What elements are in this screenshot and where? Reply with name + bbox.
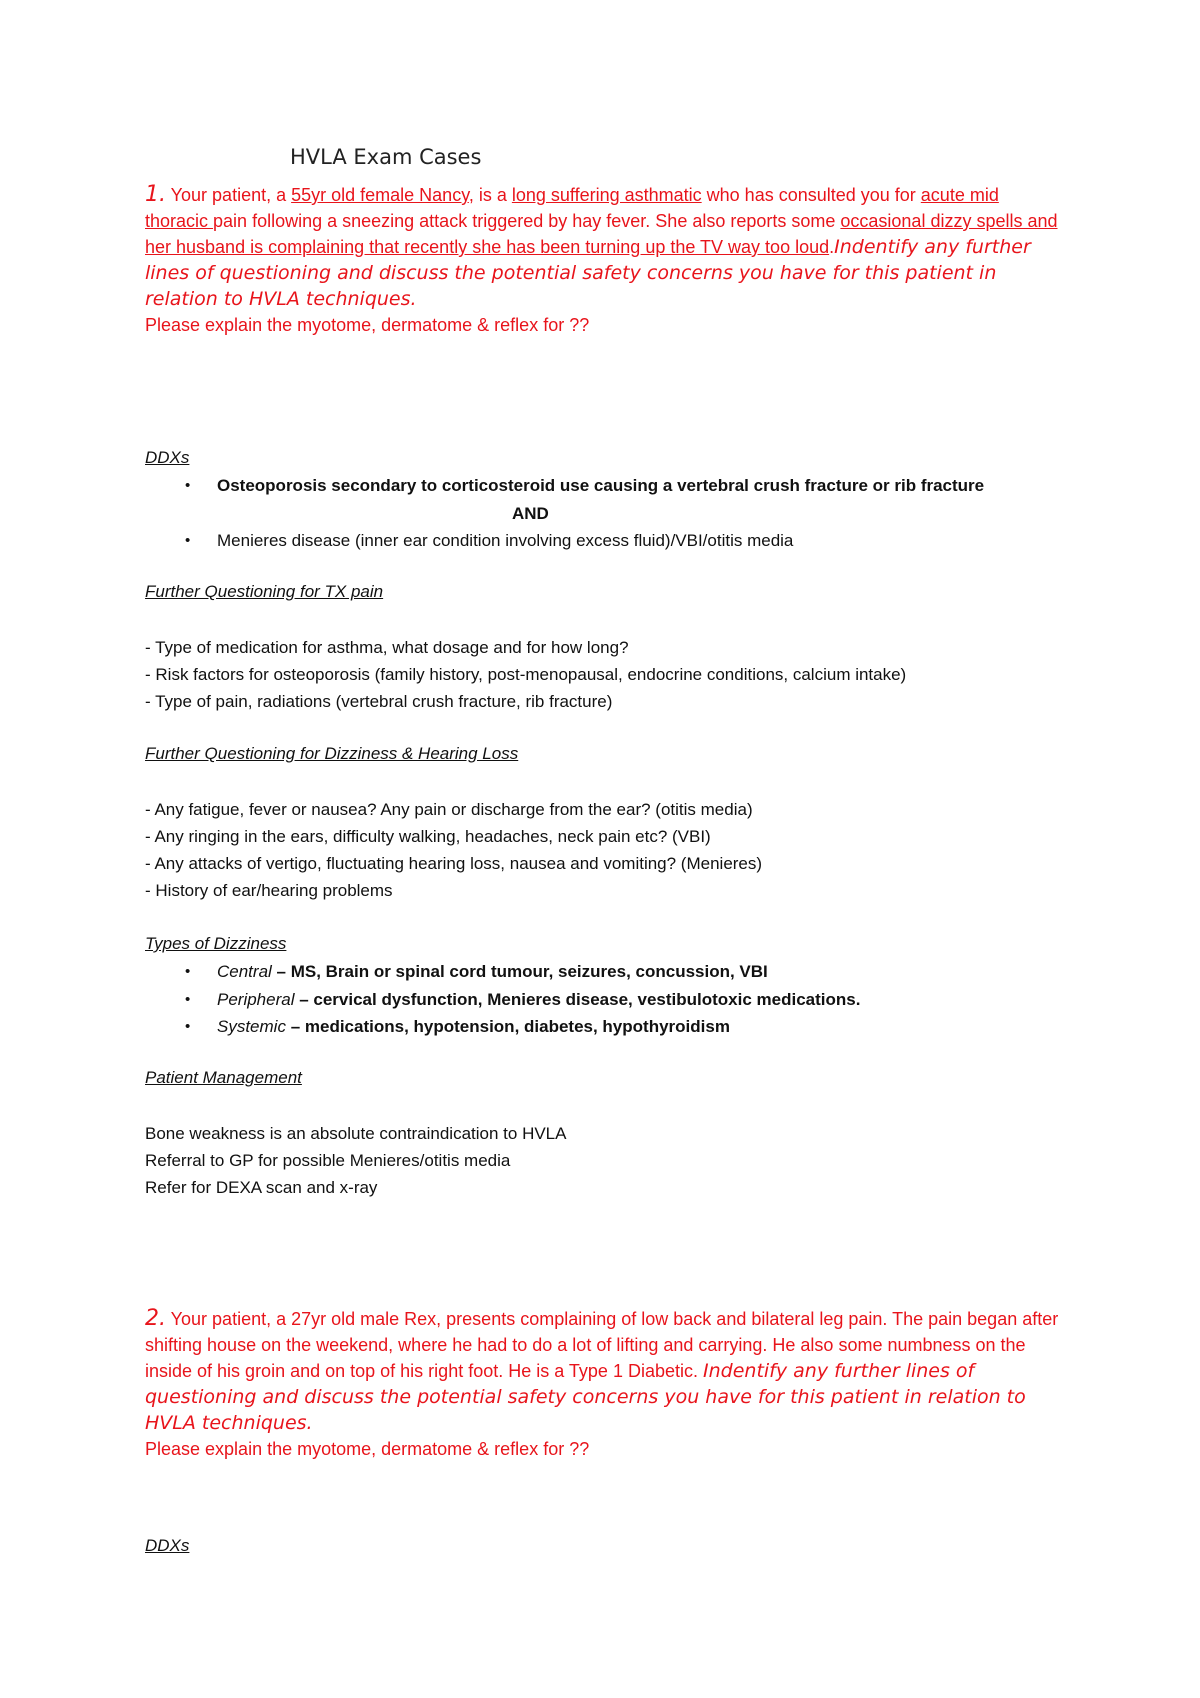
bullet-icon: • bbox=[185, 963, 191, 980]
ddx-item: • Osteoporosis secondary to corticosteroid use causing a vertebral crush fracture or rib fractureAND bbox=[145, 472, 1045, 527]
case-1-symptoms: occasional dizzy spells and her husband is complaining that recently she has been turning up the TV way too loud bbox=[145, 211, 1058, 257]
tx-heading: Further Questioning for TX pain bbox=[145, 582, 384, 601]
case-2-question: Please explain the myotome, dermatome & reflex for ?? bbox=[145, 1439, 590, 1459]
types-list bbox=[145, 958, 1045, 1041]
case-1-paragraph: 1. Your patient, a 55yr old female Nancy, is a long suffering asthmatic who has consulted you for acute mid thoracic pain following a sneezing attack triggered by hay fever. She also reports some occasional dizzy spells and her husband is complaining that recently she has been turning up the TV way too loud.Indentify any further lines of questioning and discuss the potential safety concerns you have for this patient in relation to HVLA techniques. bbox=[145, 182, 1058, 310]
bullet-icon: • bbox=[185, 477, 191, 494]
mgmt-lines bbox=[145, 1120, 1095, 1201]
ddx-heading: DDXs bbox=[145, 448, 190, 467]
case-1-history: long suffering asthmatic bbox=[511, 185, 702, 205]
case-2-number: 2. bbox=[145, 1306, 166, 1331]
case-1-complaint: acute mid thoracic bbox=[145, 185, 999, 231]
case-1-instruction: Indentify any further lines of questioning and discuss the potential safety concerns you have for this patient in relation to HVLA techniques. bbox=[145, 236, 1031, 310]
list-item: - Any attacks of vertigo, fluctuating hearing loss, nausea and vomiting? (Menieres) bbox=[145, 854, 763, 873]
case-1-prompt bbox=[145, 182, 1065, 338]
list-item: - History of ear/hearing problems bbox=[145, 881, 393, 900]
case-2-prompt bbox=[145, 1306, 1065, 1462]
ddx-list bbox=[145, 472, 1045, 555]
bullet-icon: • bbox=[185, 1018, 191, 1035]
ddx2-heading: DDXs bbox=[145, 1536, 190, 1555]
ddx-item: • Menieres disease (inner ear condition involving excess fluid)/VBI/otitis media bbox=[145, 527, 1045, 555]
list-item: - Risk factors for osteoporosis (family history, post-menopausal, endocrine conditions, calcium intake) bbox=[145, 665, 907, 684]
case-1-patient: 55yr old female Nancy bbox=[291, 185, 469, 205]
list-item: • Central – MS, Brain or spinal cord tumour, seizures, concussion, VBI bbox=[145, 958, 1045, 986]
list-item: - Any ringing in the ears, difficulty walking, headaches, neck pain etc? (VBI) bbox=[145, 827, 711, 846]
list-item: - Type of medication for asthma, what dosage and for how long? bbox=[145, 638, 629, 657]
bullet-icon: • bbox=[185, 990, 191, 1008]
case-2-paragraph: 2. Your patient, a 27yr old male Rex, presents complaining of low back and bilateral leg pain. The pain began after shifting house on the weekend, where he had to do a lot of lifting and carrying. He also some numbness on the inside of his groin and on top of his right foot. He is a Type 1 Diabetic. Indentify any further lines of questioning and discuss the potential safety concerns you have for this patient in relation to HVLA techniques. bbox=[145, 1306, 1059, 1434]
list-item: • Peripheral – cervical dysfunction, Menieres disease, vestibulotoxic medications. bbox=[145, 986, 1045, 1014]
list-item: - Any fatigue, fever or nausea? Any pain or discharge from the ear? (otitis media) bbox=[145, 800, 753, 819]
bullet-icon: • bbox=[185, 532, 191, 549]
list-item: Referral to GP for possible Menieres/otitis media bbox=[145, 1151, 511, 1170]
list-item: Refer for DEXA scan and x-ray bbox=[145, 1178, 378, 1197]
dizzy-lines bbox=[145, 796, 1095, 904]
case-1-question: Please explain the myotome, dermatome & reflex for ?? bbox=[145, 315, 590, 335]
document-title: HVLA Exam Cases bbox=[290, 145, 482, 169]
types-heading: Types of Dizziness bbox=[145, 934, 287, 953]
case-1-number: 1. bbox=[145, 182, 166, 207]
case-2-instruction: Indentify any further lines of questioning and discuss the potential safety concerns you have for this patient in relation to HVLA techniques. bbox=[145, 1360, 1026, 1434]
dizzy-heading: Further Questioning for Dizziness & Hearing Loss bbox=[145, 744, 519, 763]
list-item: - Type of pain, radiations (vertebral crush fracture, rib fracture) bbox=[145, 692, 613, 711]
list-item: • Systemic – medications, hypotension, diabetes, hypothyroidism bbox=[145, 1013, 1045, 1041]
mgmt-heading: Patient Management bbox=[145, 1068, 302, 1087]
list-item: Bone weakness is an absolute contraindication to HVLA bbox=[145, 1124, 567, 1143]
ddx-and: AND bbox=[512, 503, 549, 523]
tx-lines bbox=[145, 634, 1095, 715]
